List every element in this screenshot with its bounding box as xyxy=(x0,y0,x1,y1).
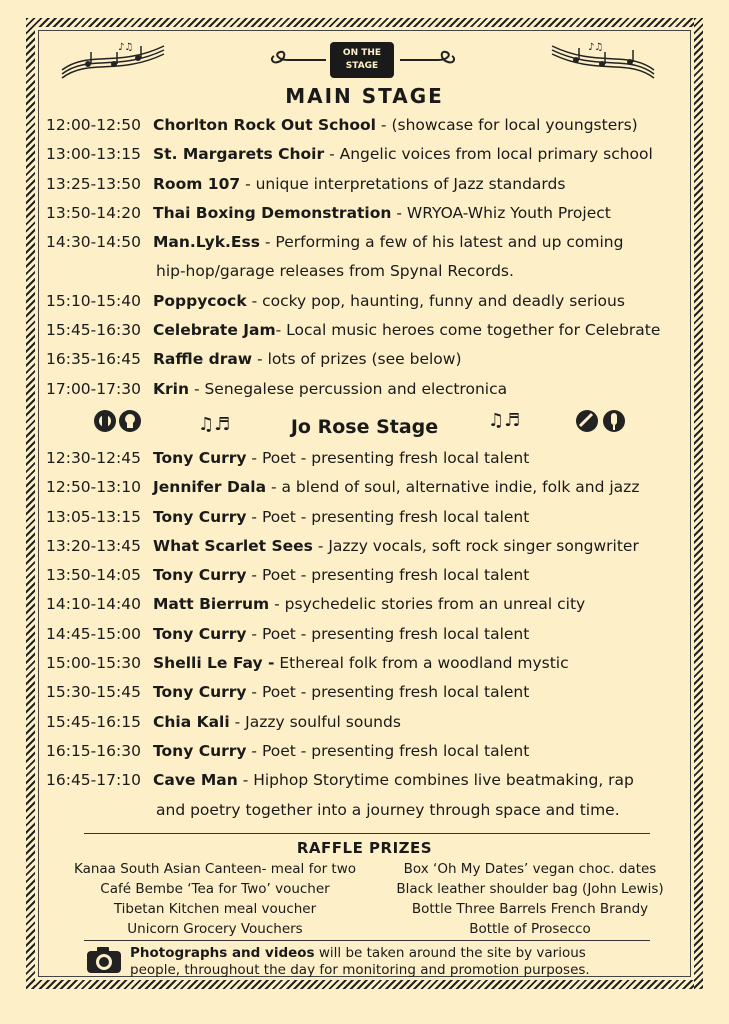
camera-icon xyxy=(86,946,122,974)
act-description: Raffle draw - lots of prizes (see below) xyxy=(153,350,462,369)
prize-item: Unicorn Grocery Vouchers xyxy=(127,921,303,937)
photo-notice xyxy=(130,945,650,979)
time-slot: 16:35-16:45 xyxy=(46,350,141,369)
act-name: Cave Man xyxy=(153,771,238,790)
act-description: Thai Boxing Demonstration - WRYOA-Whiz Youth Project xyxy=(153,203,611,222)
svg-text:♪♫: ♪♫ xyxy=(118,42,134,53)
notice-line2: people, throughout the day for monitoring and promotion purposes. xyxy=(130,962,590,978)
badge-line1: ON THE xyxy=(342,48,382,58)
main-stage-schedule xyxy=(46,111,696,404)
act-description: and poetry together into a journey through space and time. xyxy=(156,800,620,819)
prize-item: Café Bembe ‘Tea for Two’ voucher xyxy=(100,881,330,897)
badge-line2: STAGE xyxy=(345,61,379,71)
jo-rose-stage-title: Jo Rose Stage xyxy=(290,416,439,438)
act-name: St. Margarets Choir xyxy=(153,145,325,164)
schedule-row xyxy=(46,257,696,286)
act-name: What Scarlet Sees xyxy=(153,536,313,555)
act-description: Krin - Senegalese percussion and electronica xyxy=(153,379,508,398)
act-name: Tony Curry xyxy=(153,624,247,643)
time-slot: 17:00-17:30 xyxy=(46,379,141,398)
act-description: Celebrate Jam- Local music heroes come together for Celebrate xyxy=(153,321,661,340)
act-name: Shelli Le Fay - xyxy=(153,654,275,673)
schedule-row xyxy=(46,590,696,619)
schedule-row xyxy=(46,678,696,707)
prize-item: Kanaa South Asian Canteen- meal for two xyxy=(73,861,357,877)
act-description: hip-hop/garage releases from Spynal Records. xyxy=(156,262,514,281)
act-description: Cave Man - Hiphop Storytime combines live beatmaking, rap xyxy=(153,771,634,790)
notice-bold: Photographs and videos xyxy=(130,945,315,961)
time-slot: 16:15-16:30 xyxy=(46,741,141,760)
time-slot: 12:30-12:45 xyxy=(46,449,141,467)
on-the-stage-badge xyxy=(330,42,394,78)
divider-top xyxy=(84,833,650,834)
divider-bottom xyxy=(84,940,650,941)
raffle-prizes-right xyxy=(380,859,680,939)
scroll-ornament-left-icon xyxy=(268,50,328,70)
act-name: Thai Boxing Demonstration xyxy=(153,203,392,222)
act-description: St. Margarets Choir - Angelic voices from local primary school xyxy=(153,145,653,164)
schedule-row xyxy=(46,444,696,473)
act-description: What Scarlet Sees - Jazzy vocals, soft rock singer songwriter xyxy=(153,536,639,555)
raffle-prizes-title: RAFFLE PRIZES xyxy=(296,839,433,857)
prize-item: Black leather shoulder bag (John Lewis) xyxy=(396,881,664,897)
schedule-row xyxy=(46,140,696,169)
time-slot: 12:00-12:50 xyxy=(46,116,141,134)
time-slot: 13:50-14:05 xyxy=(46,566,141,585)
act-description: Room 107 - unique interpretations of Jazz standards xyxy=(153,174,566,193)
schedule-row xyxy=(46,503,696,532)
act-description: Man.Lyk.Ess - Performing a few of his latest and up coming xyxy=(153,233,624,252)
main-stage-title: MAIN STAGE xyxy=(285,84,444,108)
time-slot: 14:30-14:50 xyxy=(46,233,141,252)
act-description: Tony Curry - Poet - presenting fresh local talent xyxy=(153,449,530,467)
schedule-row xyxy=(46,473,696,502)
act-name: Raffle draw xyxy=(153,350,253,369)
time-slot: 14:10-14:40 xyxy=(46,595,141,614)
act-description: Chorlton Rock Out School - (showcase for local youngsters) xyxy=(153,116,638,134)
act-name: Jennifer Dala xyxy=(153,478,267,497)
act-description: Chia Kali - Jazzy soulful sounds xyxy=(153,712,401,731)
music-staff-left-icon xyxy=(58,40,168,82)
music-notes-left-icon: ♫♬ xyxy=(198,414,231,435)
act-name: Tony Curry xyxy=(153,741,247,760)
act-name: Tony Curry xyxy=(153,566,247,585)
act-name: Tony Curry xyxy=(153,683,247,702)
schedule-row xyxy=(46,287,696,316)
act-name: Room 107 xyxy=(153,174,241,193)
act-name: Poppycock xyxy=(153,291,247,310)
act-description: Jennifer Dala - a blend of soul, alternative indie, folk and jazz xyxy=(153,478,640,497)
time-slot: 15:00-15:30 xyxy=(46,654,141,673)
schedule-row xyxy=(46,532,696,561)
schedule-row xyxy=(46,199,696,228)
instrument-icons-right xyxy=(574,408,628,434)
schedule-row xyxy=(46,345,696,374)
notice-line1: will be taken around the site by various xyxy=(314,945,586,961)
act-name: Tony Curry xyxy=(153,449,247,467)
act-name: Chorlton Rock Out School xyxy=(153,116,376,134)
prize-item: Tibetan Kitchen meal voucher xyxy=(113,901,317,917)
schedule-row xyxy=(46,620,696,649)
act-description: Shelli Le Fay - Ethereal folk from a woodland mystic xyxy=(153,654,569,673)
time-slot: 15:45-16:30 xyxy=(46,321,141,340)
schedule-row xyxy=(46,708,696,737)
act-description: Tony Curry - Poet - presenting fresh local talent xyxy=(153,741,530,760)
scroll-ornament-right-icon xyxy=(398,50,458,70)
jo-rose-stage-schedule xyxy=(46,444,696,825)
prize-item: Bottle Three Barrels French Brandy xyxy=(411,901,649,917)
act-name: Man.Lyk.Ess xyxy=(153,233,260,252)
act-name: Chia Kali xyxy=(153,712,230,731)
music-staff-right-icon xyxy=(548,40,658,82)
schedule-row xyxy=(46,228,696,257)
border-bottom xyxy=(26,980,703,989)
schedule-row xyxy=(46,316,696,345)
time-slot: 13:50-14:20 xyxy=(46,203,141,222)
raffle-prizes-left xyxy=(50,859,380,939)
act-description: Matt Bierrum - psychedelic stories from an unreal city xyxy=(153,595,586,614)
schedule-row xyxy=(46,796,696,825)
time-slot: 13:00-13:15 xyxy=(46,145,141,164)
border-top xyxy=(26,18,703,27)
time-slot: 16:45-17:10 xyxy=(46,771,141,790)
schedule-row xyxy=(46,170,696,199)
time-slot: 15:30-15:45 xyxy=(46,683,141,702)
prize-item: Bottle of Prosecco xyxy=(469,921,591,937)
time-slot: 13:20-13:45 xyxy=(46,536,141,555)
schedule-row xyxy=(46,649,696,678)
schedule-row xyxy=(46,561,696,590)
time-slot: 14:45-15:00 xyxy=(46,624,141,643)
act-name: Matt Bierrum xyxy=(153,595,270,614)
act-description: Tony Curry - Poet - presenting fresh local talent xyxy=(153,507,530,526)
time-slot: 13:05-13:15 xyxy=(46,507,141,526)
schedule-row xyxy=(46,111,696,140)
time-slot: 15:10-15:40 xyxy=(46,291,141,310)
act-description: Poppycock - cocky pop, haunting, funny and deadly serious xyxy=(153,291,625,310)
act-description: Tony Curry - Poet - presenting fresh local talent xyxy=(153,624,530,643)
schedule-row xyxy=(46,737,696,766)
act-name: Krin xyxy=(153,379,190,398)
time-slot: 12:50-13:10 xyxy=(46,478,141,497)
schedule-row xyxy=(46,766,696,795)
act-description: Tony Curry - Poet - presenting fresh local talent xyxy=(153,566,530,585)
time-slot: 15:45-16:15 xyxy=(46,712,141,731)
schedule-row xyxy=(46,375,696,404)
prize-item: Box ‘Oh My Dates’ vegan choc. dates xyxy=(403,861,657,877)
time-slot: 13:25-13:50 xyxy=(46,174,141,193)
act-name: Celebrate Jam xyxy=(153,321,276,340)
act-name: Tony Curry xyxy=(153,507,247,526)
music-notes-right-icon: ♫♬ xyxy=(488,410,521,431)
act-description: Tony Curry - Poet - presenting fresh local talent xyxy=(153,683,530,702)
svg-text:♪♫: ♪♫ xyxy=(588,42,604,53)
